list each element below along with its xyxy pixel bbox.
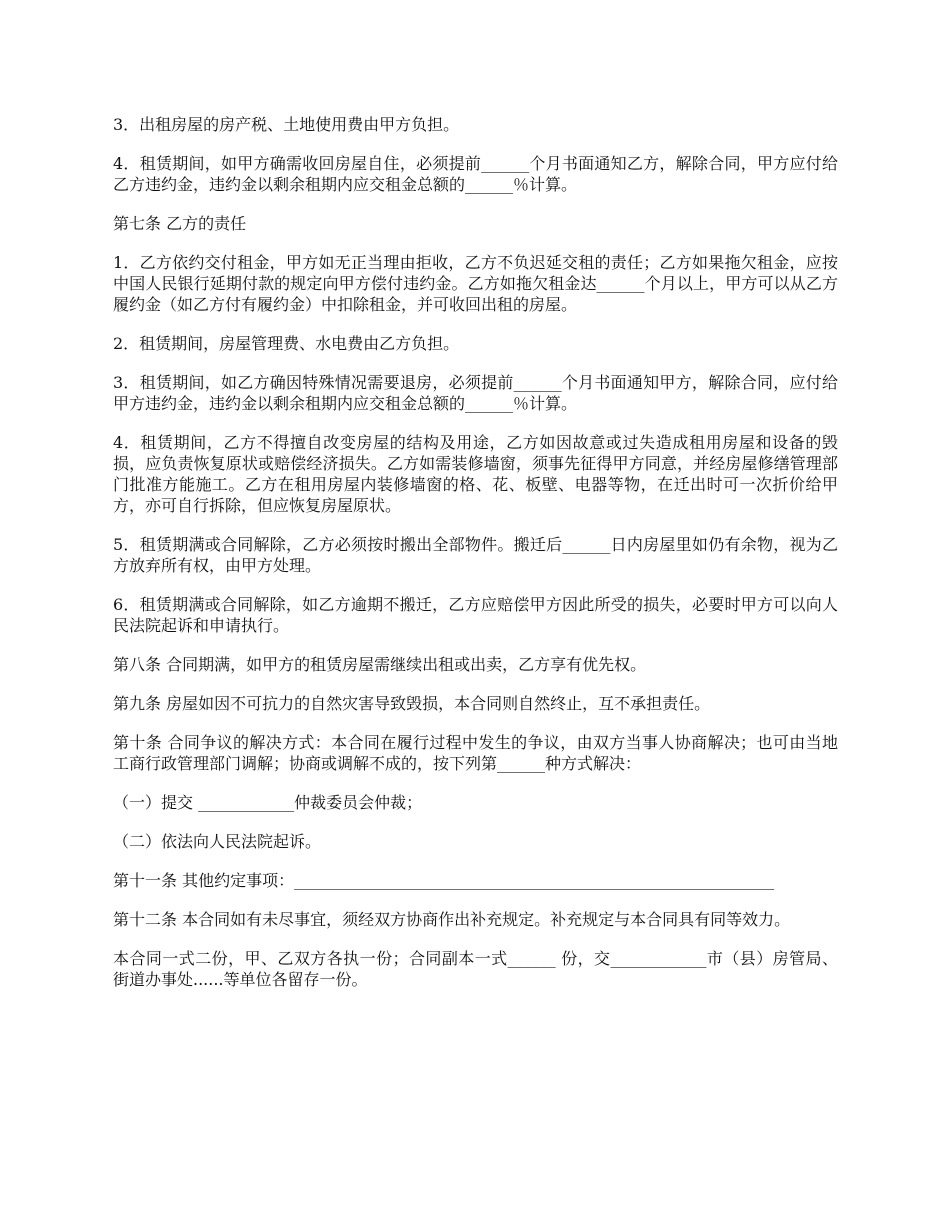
clause-7-1: 1．乙方依约交付租金，甲方如无正当理由拒收，乙方不负迟延交租的责任；乙方如果拖欠租金，应按中国人民银行延期付款的规定向甲方偿付违约金。乙方如拖欠租金达______个月以上，甲方可以从乙方履约金（如乙方付有履约金）中扣除租金，并可收回出租的房屋。 [113,253,838,314]
clause-6-3: 3．出租房屋的房产税、土地使用费由甲方负担。 [113,115,460,134]
article-10-option-1: （一）提交 ____________仲裁委员会仲裁； [113,793,423,812]
clause-7-3: 3．租赁期间，如乙方确因特殊情况需要退房，必须提前______个月书面通知甲方，解除合同，应付给甲方违约金，违约金以剩余租期内应交租金总额的______％计算。 [113,373,838,413]
clause-7-5: 5．租赁期满或合同解除，乙方必须按时搬出全部物件。搬迁后______日内房屋里如仍有余物，视为乙方放弃所有权，由甲方处理。 [113,535,838,575]
clause-6-4: 4．租赁期间，如甲方确需收回房屋自住，必须提前______个月书面通知乙方，解除合同，甲方应付给乙方违约金，违约金以剩余租期内应交租金总额的______％计算。 [113,154,838,194]
article-10: 第十条 合同争议的解决方式：本合同在履行过程中发生的争议，由双方当事人协商解决；也可由当地工商行政管理部门调解；协商或调解不成的，按下列第______种方式解决： [113,733,838,773]
clause-7-6: 6．租赁期满或合同解除，如乙方逾期不搬迁，乙方应赔偿甲方因此所受的损失，必要时甲方可以向人民法院起诉和申请执行。 [113,595,838,635]
article-12: 第十二条 本合同如有未尽事宜，须经双方协商作出补充规定。补充规定与本合同具有同等效力。 [113,910,791,929]
article-7-heading: 第七条 乙方的责任 [113,214,247,233]
article-9: 第九条 房屋如因不可抗力的自然灾害导致毁损，本合同则自然终止，互不承担责任。 [113,694,711,713]
clause-7-2: 2．租赁期间，房屋管理费、水电费由乙方负担。 [113,334,460,353]
article-10-option-2: （二）依法向人民法院起诉。 [113,832,322,851]
article-11: 第十一条 其他约定事项：____________________________________________________________ [113,871,775,890]
clause-7-4: 4．租赁期间，乙方不得擅自改变房屋的结构及用途，乙方如因故意或过失造成租用房屋和设备的毁损，应负责恢复原状或赔偿经济损失。乙方如需装修墙窗，须事先征得甲方同意，并经房屋修缮管理部门批准方能施工。乙方在租用房屋内装修墙窗的格、花、板壁、电器等物，在迁出时可一次折价给甲方，亦可自行拆除，但应恢复房屋原状。 [113,433,838,515]
article-8: 第八条 合同期满，如甲方的租赁房屋需继续出租或出卖，乙方享有优先权。 [113,655,647,674]
copies-clause: 本合同一式二份，甲、乙双方各执一份；合同副本一式______ 份，交____________市（县）房管局、街道办事处......等单位各留存一份。 [113,949,838,989]
